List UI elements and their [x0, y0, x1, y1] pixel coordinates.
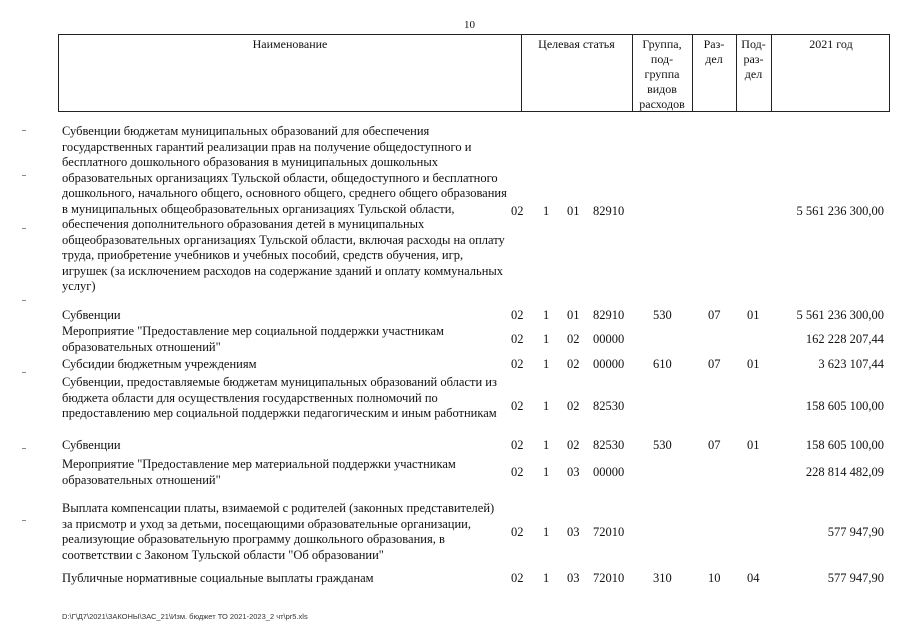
row-subsection: 04 [747, 571, 760, 585]
header-group [632, 37, 692, 112]
row-amount: 3 623 107,44 [818, 357, 884, 371]
page-number: 10 [464, 19, 475, 31]
header-year: 2021 год [809, 37, 853, 51]
row-section: 07 [708, 308, 721, 322]
header-group-line: видов [647, 82, 677, 96]
row-name: Субвенции бюджетам муниципальных образований для обеспечения государственных гарантий реализации прав на получение общедоступного и бесплатного дошкольного образования в муниципальных дошкольных образовательных организациях Тульской области, общедоступного и бесплатного дошкольного, начального общего, основного общего, среднего общего образования в муниципальных общеобразовательных организациях Тульской области, обеспечения дополнительного образования детей в муниципальных общеобразовательных организациях Тульской области, включая расходы на оплату труда, приобретение учебников и учебных пособий, средств обучения, игр, игрушек (за исключением расходов на содержание зданий и оплату коммунальных услуг) [62, 124, 507, 293]
row-c4: 72010 [593, 571, 625, 585]
margin-mark [22, 448, 26, 449]
header-group-line: расходов [639, 97, 685, 111]
row-c2: 1 [543, 308, 550, 322]
margin-mark [22, 130, 26, 131]
header-section [692, 37, 736, 67]
header-group-line: Группа, [642, 37, 682, 51]
row-name: Выплата компенсации платы, взимаемой с родителей (законных представителей) за присмотр и уход за детьми, посещающими образовательные организации, реализующие образовательную программу дошкольного образования, в соответствии с Законом Тульской области "Об образовании" [62, 501, 495, 562]
row-c2: 1 [543, 438, 550, 452]
row-name: Субсидии бюджетным учреждениям [62, 357, 257, 371]
row-c2: 1 [543, 571, 550, 585]
row-c4: 72010 [593, 525, 625, 539]
row-c4: 00000 [593, 357, 625, 371]
row-group: 610 [653, 357, 672, 371]
row-c2: 1 [543, 465, 550, 479]
margin-mark [22, 300, 26, 301]
header-section-line: Раз- [703, 37, 725, 51]
margin-mark [22, 372, 26, 373]
header-subsection [736, 37, 771, 82]
row-c1: 02 [511, 399, 524, 413]
row-c1: 02 [511, 571, 524, 585]
row-section: 07 [708, 357, 721, 371]
row-c3: 03 [567, 525, 580, 539]
row-subsection: 01 [747, 308, 760, 322]
row-c2: 1 [543, 357, 550, 371]
row-section: 10 [708, 571, 721, 585]
row-amount: 5 561 236 300,00 [796, 204, 884, 218]
row-amount: 162 228 207,44 [805, 332, 884, 346]
row-c1: 02 [511, 308, 524, 322]
row-c4: 82530 [593, 438, 625, 452]
row-subsection: 01 [747, 438, 760, 452]
row-name: Публичные нормативные социальные выплаты гражданам [62, 571, 374, 585]
row-c1: 02 [511, 357, 524, 371]
row-c3: 02 [567, 332, 580, 346]
row-c4: 82910 [593, 308, 625, 322]
table-header [58, 34, 890, 112]
header-name: Наименование [252, 37, 328, 51]
row-amount: 158 605 100,00 [805, 438, 884, 452]
row-c3: 03 [567, 571, 580, 585]
row-c1: 02 [511, 438, 524, 452]
row-c3: 01 [567, 204, 580, 218]
row-c3: 01 [567, 308, 580, 322]
row-c2: 1 [543, 332, 550, 346]
row-c4: 00000 [593, 332, 625, 346]
row-name: Мероприятие "Предоставление мер социальной поддержки участникам образовательных отношений" [62, 324, 444, 354]
row-amount: 577 947,90 [827, 571, 884, 585]
header-target: Целевая статья [538, 37, 615, 51]
row-c2: 1 [543, 525, 550, 539]
file-path-footer: D:\Г\Д7\2021\ЗАКОНЫ\ЗАС_21\Изм. бюджет ТО 2021-2023_2 чт\pr5.xls [62, 612, 308, 621]
header-subsection-line: раз- [743, 52, 764, 66]
row-c4: 82910 [593, 204, 625, 218]
row-c1: 02 [511, 525, 524, 539]
row-subsection: 01 [747, 357, 760, 371]
row-c1: 02 [511, 332, 524, 346]
row-section: 07 [708, 438, 721, 452]
row-group: 530 [653, 308, 672, 322]
header-section-line: дел [705, 52, 723, 66]
margin-mark [22, 520, 26, 521]
row-c2: 1 [543, 204, 550, 218]
header-group-line: группа [644, 67, 680, 81]
margin-mark [22, 228, 26, 229]
row-amount: 5 561 236 300,00 [796, 308, 884, 322]
row-amount: 577 947,90 [827, 525, 884, 539]
row-name: Субвенции [62, 438, 121, 452]
row-name: Субвенции, предоставляемые бюджетам муниципальных образований области из бюджета области для осуществления государственных полномочий по предоставлению мер социальной поддержки педагогическим и иным работникам [62, 375, 497, 420]
row-name: Мероприятие "Предоставление мер материальной поддержки участникам образовательных отношений" [62, 457, 456, 487]
row-amount: 228 814 482,09 [805, 465, 884, 479]
row-amount: 158 605 100,00 [805, 399, 884, 413]
row-c4: 82530 [593, 399, 625, 413]
header-subsection-line: Под- [741, 37, 766, 51]
margin-mark [22, 175, 26, 176]
row-c3: 02 [567, 438, 580, 452]
header-group-line: под- [650, 52, 674, 66]
row-c3: 02 [567, 357, 580, 371]
row-c1: 02 [511, 465, 524, 479]
row-c2: 1 [543, 399, 550, 413]
row-group: 530 [653, 438, 672, 452]
row-c4: 00000 [593, 465, 625, 479]
row-c3: 02 [567, 399, 580, 413]
row-name: Субвенции [62, 308, 121, 322]
row-c3: 03 [567, 465, 580, 479]
row-c1: 02 [511, 204, 524, 218]
row-group: 310 [653, 571, 672, 585]
header-subsection-line: дел [744, 67, 763, 81]
